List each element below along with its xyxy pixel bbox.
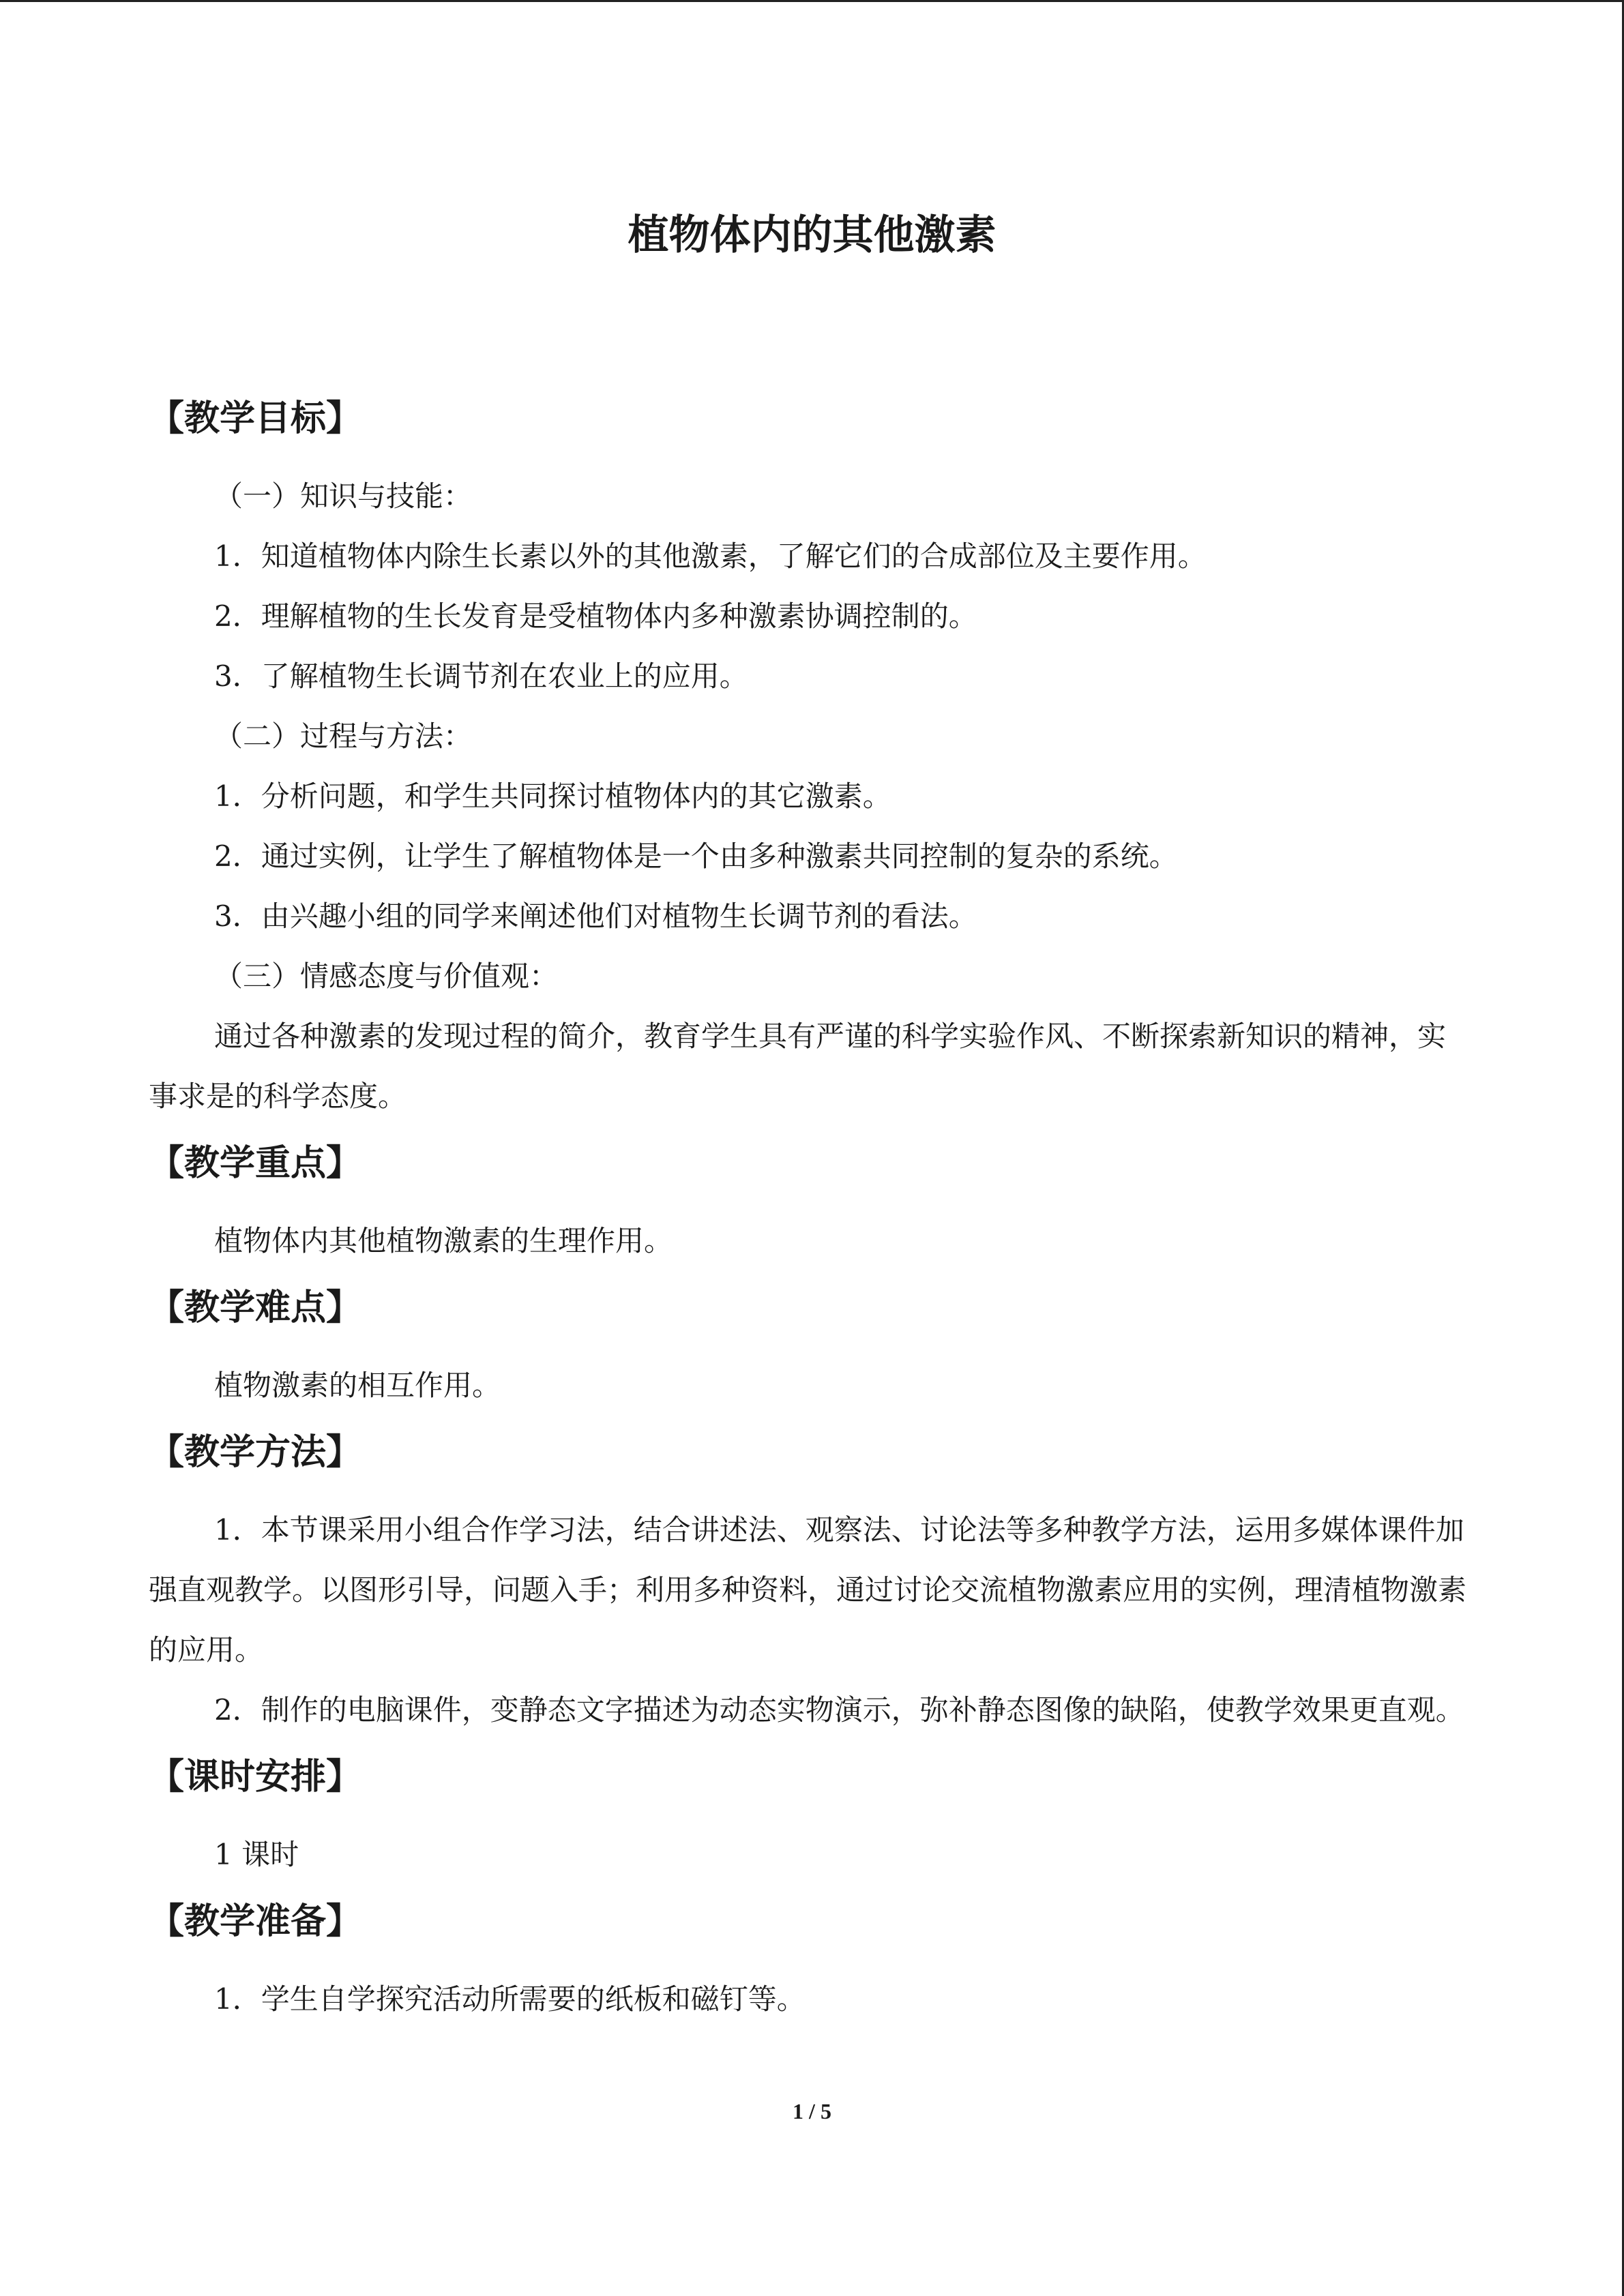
emotion-paragraph: 通过各种激素的发现过程的简介，教育学生具有严谨的科学实验作风、不断探索新知识的精神，实事求是的科学态度。: [149, 1019, 1447, 1113]
subheading-knowledge: （一）知识与技能：: [214, 479, 473, 513]
heading-schedule: 【课时安排】: [149, 1757, 362, 1798]
heading-key-points: 【教学重点】: [149, 1143, 362, 1184]
heading-methods: 【教学方法】: [149, 1432, 362, 1473]
method-paragraph: 2．制作的电脑课件，变静态文字描述为动态实物演示，弥补静态图像的缺陷，使教学效果更直观。: [214, 1693, 1464, 1727]
heading-preparation: 【教学准备】: [149, 1901, 362, 1942]
list-item: 1．分析问题，和学生共同探讨植物体内的其它激素。: [214, 779, 891, 813]
subheading-emotion: （三）情感态度与价值观：: [214, 959, 559, 993]
document-body: [149, 382, 1472, 2029]
subheading-process: （二）过程与方法：: [214, 719, 473, 753]
list-item: 2．理解植物的生长发育是受植物体内多种激素协调控制的。: [214, 599, 977, 633]
schedule-text: 1 课时: [214, 1838, 299, 1871]
heading-objectives: 【教学目标】: [149, 398, 362, 439]
list-item: 3．了解植物生长调节剂在农业上的应用。: [214, 659, 748, 693]
page-border-top: [0, 0, 1624, 2]
list-item: 3．由兴趣小组的同学来阐述他们对植物生长调节剂的看法。: [214, 899, 977, 933]
heading-difficulties: 【教学难点】: [149, 1287, 362, 1328]
page-number: 1 / 5: [793, 2099, 831, 2123]
document-title: 植物体内的其他激素: [628, 211, 996, 259]
method-paragraph: 1．本节课采用小组合作学习法，结合讲述法、观察法、讨论法等多种教学方法，运用多媒体课件加强直观教学。以图形引导，问题入手；利用多种资料，通过讨论交流植物激素应用的实例，理清植物激素的应用。: [149, 1513, 1467, 1667]
key-points-text: 植物体内其他植物激素的生理作用。: [214, 1224, 673, 1257]
preparation-item: 1．学生自学探究活动所需要的纸板和磁钉等。: [214, 1982, 806, 2016]
list-item: 2．通过实例，让学生了解植物体是一个由多种激素共同控制的复杂的系统。: [214, 839, 1178, 873]
list-item: 1．知道植物体内除生长素以外的其他激素，了解它们的合成部位及主要作用。: [214, 539, 1207, 573]
difficulties-text: 植物激素的相互作用。: [214, 1369, 501, 1402]
